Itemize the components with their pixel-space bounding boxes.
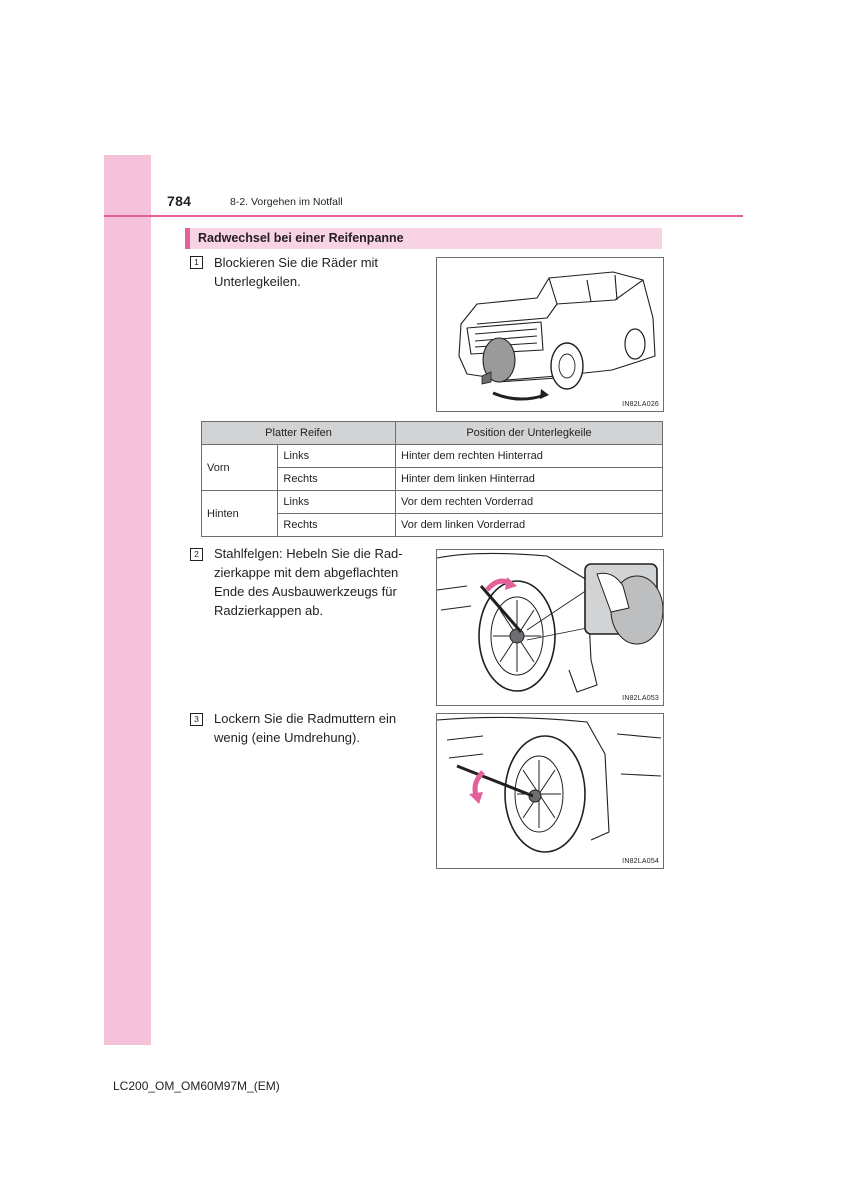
table-header-row bbox=[202, 422, 663, 445]
title-accent bbox=[185, 228, 190, 249]
table-cell: Rechts bbox=[278, 468, 396, 491]
step-line: Stahlfelgen: Hebeln Sie die Rad- bbox=[214, 546, 403, 561]
step-line: zierkappe mit dem abgeflachten bbox=[214, 565, 399, 580]
step-line: Lockern Sie die Radmuttern ein bbox=[214, 711, 397, 726]
step-line: Radzierkappen ab. bbox=[214, 603, 324, 618]
table-cell: Hinter dem linken Hinterrad bbox=[396, 468, 663, 491]
document-code-footer: LC200_OM_OM60M97M_(EM) bbox=[113, 1079, 280, 1093]
side-tab-band bbox=[104, 155, 151, 1045]
step-number-1: 1 bbox=[190, 256, 203, 269]
table-row bbox=[202, 491, 663, 514]
table-cell: Vor dem rechten Vorderrad bbox=[396, 491, 663, 514]
wheel-chock-table bbox=[201, 421, 663, 537]
step-number-3: 3 bbox=[190, 713, 203, 726]
table-header-cell: Position der Unterlegkeile bbox=[396, 422, 663, 445]
step-line: Blockieren Sie die Räder mit bbox=[214, 255, 379, 270]
table-cell: Vor dem linken Vorderrad bbox=[396, 514, 663, 537]
section-title: Radwechsel bei einer Reifenpanne bbox=[198, 231, 404, 245]
section-title-bar bbox=[185, 228, 662, 249]
figure-code-2: IN82LA053 bbox=[622, 695, 659, 702]
step-line: Ende des Ausbauwerkzeugs für bbox=[214, 584, 397, 599]
figure-hubcap-removal bbox=[436, 549, 664, 706]
header-rule bbox=[104, 215, 743, 217]
table-header-cell: Platter Reifen bbox=[202, 422, 396, 445]
hubcap-removal-illustration bbox=[437, 550, 663, 705]
table-row bbox=[202, 445, 663, 468]
suv-chock-illustration bbox=[437, 258, 663, 411]
step-number-2: 2 bbox=[190, 548, 203, 561]
table-cell: Hinter dem rechten Hinterrad bbox=[396, 445, 663, 468]
step-text-2 bbox=[214, 544, 424, 620]
table-cell: Rechts bbox=[278, 514, 396, 537]
figure-loosen-nuts bbox=[436, 713, 664, 869]
figure-wheel-chocks bbox=[436, 257, 664, 412]
figure-code-1: IN82LA026 bbox=[622, 401, 659, 408]
step-text-3 bbox=[214, 709, 424, 747]
table-group-label: Hinten bbox=[202, 491, 278, 537]
step-text-1 bbox=[214, 253, 424, 291]
table-group-label: Vorn bbox=[202, 445, 278, 491]
step-line: Unterlegkeilen. bbox=[214, 274, 301, 289]
table-cell: Links bbox=[278, 491, 396, 514]
page-number: 784 bbox=[167, 193, 192, 209]
table-cell: Links bbox=[278, 445, 396, 468]
loosen-nuts-illustration bbox=[437, 714, 663, 868]
figure-code-3: IN82LA054 bbox=[622, 858, 659, 865]
section-label: 8-2. Vorgehen im Notfall bbox=[230, 196, 343, 208]
step-line: wenig (eine Umdrehung). bbox=[214, 730, 360, 745]
